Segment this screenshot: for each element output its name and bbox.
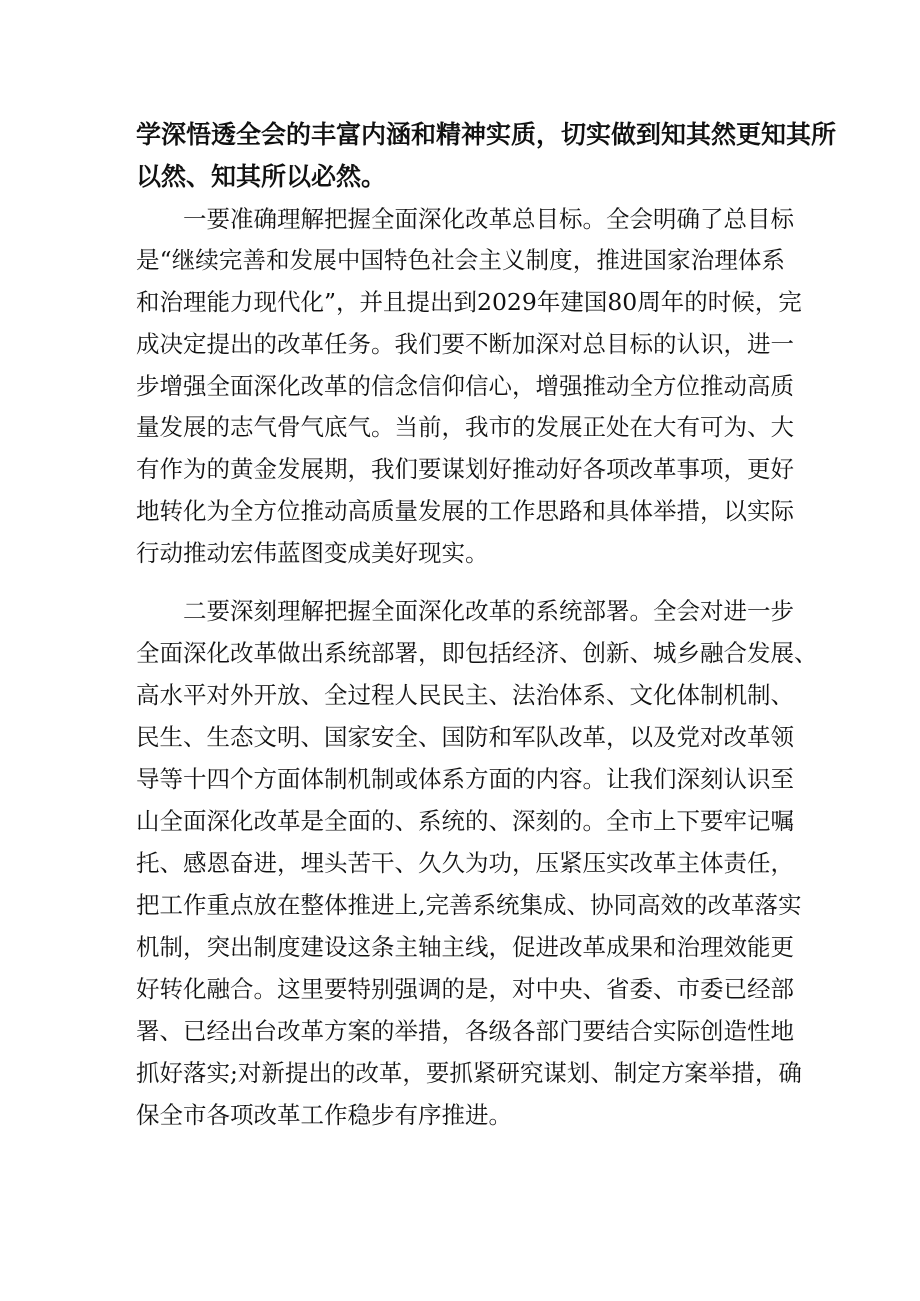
paragraph-2-line-3: 高水平对外开放、全过程人民民主、法治体系、文化体制机制、: [136, 681, 794, 709]
paragraph-2-line-4: 民生、生态文明、国家安全、国防和军队改革，以及党对改革领: [136, 723, 794, 751]
paragraph-1-line-3: 和治理能力现代化”，并且提出到2029年建国80周年的时候，完: [136, 288, 802, 316]
paragraph-1-line-2: 是“继续完善和发展中国特色社会主义制度，推进国家治理体系: [136, 246, 785, 274]
paragraph-1-line-7: 有作为的黄金发展期，我们要谋划好推动好各项改革事项，更好: [136, 455, 794, 483]
paragraph-2-line-9: 机制，突出制度建设这条主轴主线，促进改革成果和治理效能更: [136, 933, 794, 961]
paragraph-1-line-9: 行动推动宏伟蓝图变成美好现实。: [136, 539, 489, 567]
paragraph-2-line-7: 托、感恩奋进，埋头苦干、久久为功，压紧压实改革主体责任，: [136, 849, 794, 877]
paragraph-2-line-1: 二要深刻理解把握全面深化改革的系统部署。全会对进一步: [183, 597, 794, 625]
paragraph-2-line-13: 保全市各项改革工作稳步有序推进。: [136, 1101, 512, 1129]
intro-line-1: 学深悟透全会的丰富内涵和精神实质，切实做到知其然更知其所: [136, 120, 837, 149]
intro-line-2: 以然、知其所以必然。: [136, 162, 387, 191]
paragraph-1-line-6: 量发展的志气骨气底气。当前，我市的发展正处在大有可为、大: [136, 413, 794, 441]
paragraph-2-line-6: 山全面深化改革是全面的、系统的、深刻的。全市上下要牢记嘱: [136, 807, 794, 835]
paragraph-2-line-8: 把工作重点放在整体推进上,完善系统集成、协同高效的改革落实: [136, 891, 802, 919]
paragraph-2-line-10: 好转化融合。这里要特别强调的是，对中央、省委、市委已经部: [136, 975, 794, 1003]
paragraph-1-line-5: 步增强全面深化改革的信念信仰信心，增强推动全方位推动高质: [136, 372, 794, 400]
paragraph-2-line-12: 抓好落实;对新提出的改革，要抓紧研究谋划、制定方案举措，确: [136, 1059, 802, 1087]
paragraph-2-line-11: 署、已经出台改革方案的举措，各级各部门要结合实际创造性地: [136, 1017, 794, 1045]
paragraph-1-line-4: 成决定提出的改革任务。我们要不断加深对总目标的认识，进一: [136, 330, 794, 358]
paragraph-2-line-2: 全面深化改革做出系统部署，即包括经济、创新、城乡融合发展、: [136, 639, 818, 667]
paragraph-1-line-1: 一要准确理解把握全面深化改革总目标。全会明确了总目标: [183, 205, 794, 233]
paragraph-1-line-8: 地转化为全方位推动高质量发展的工作思路和具体举措，以实际: [136, 497, 794, 525]
paragraph-2-line-5: 导等十四个方面体制机制或体系方面的内容。让我们深刻认识至: [136, 765, 794, 793]
